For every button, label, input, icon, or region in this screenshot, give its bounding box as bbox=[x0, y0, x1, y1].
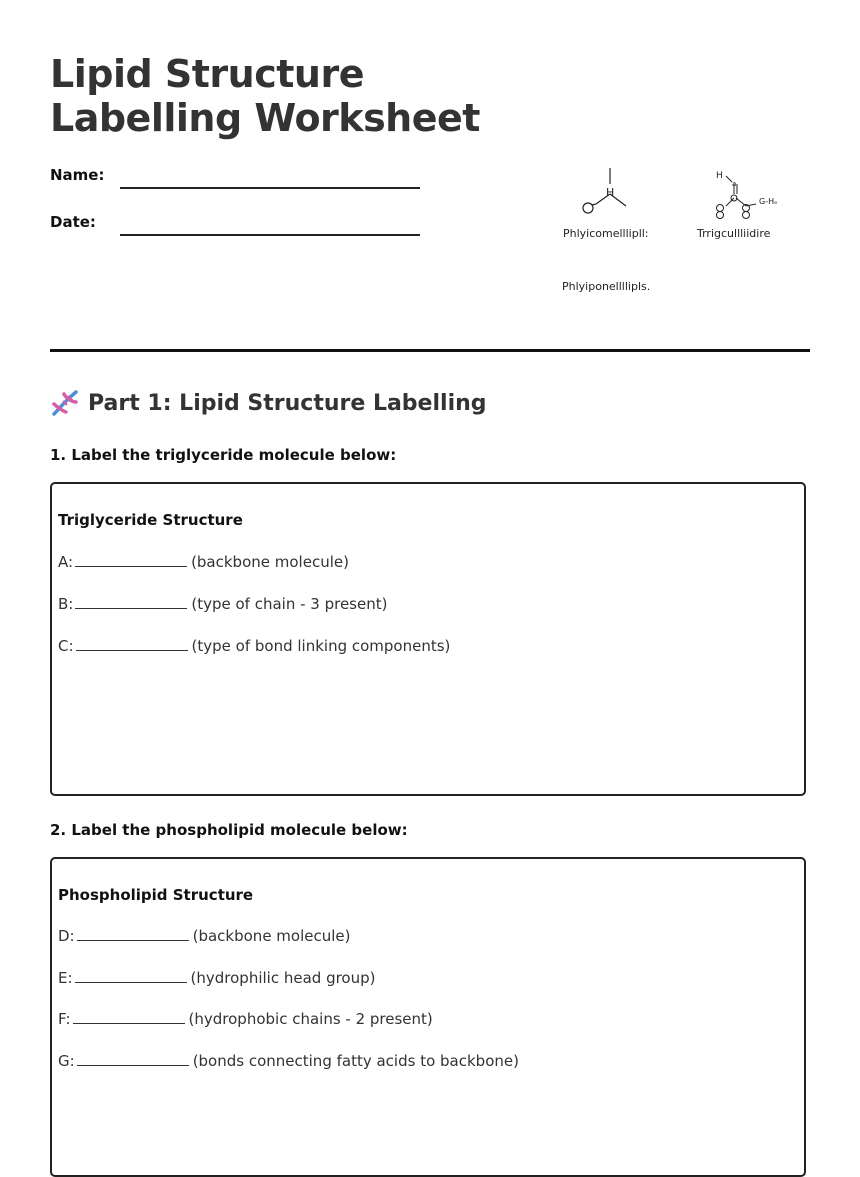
label-d-hint: (backbone molecule) bbox=[192, 927, 351, 945]
phospholipid-box-title: Phospholipid Structure bbox=[58, 886, 254, 904]
triglyceride-box bbox=[50, 482, 806, 796]
label-c-letter: C: bbox=[58, 637, 74, 655]
label-f-blank[interactable] bbox=[73, 1011, 185, 1024]
atom-ch-label: G-Hₑ bbox=[759, 197, 778, 206]
header-divider bbox=[50, 349, 810, 352]
label-e-blank[interactable] bbox=[75, 970, 187, 983]
atom-h-small-label: H bbox=[716, 171, 723, 181]
dna-icon bbox=[50, 388, 80, 418]
name-label: Name: bbox=[50, 166, 105, 184]
question-1-prompt: 1. Label the triglyceride molecule below: bbox=[50, 446, 397, 464]
label-b-letter: B: bbox=[58, 595, 74, 613]
question-2-prompt: 2. Label the phospholipid molecule below: bbox=[50, 821, 408, 839]
label-e-letter: E: bbox=[58, 969, 73, 987]
label-b-hint: (type of chain - 3 present) bbox=[191, 595, 388, 613]
molecule-diagrams bbox=[540, 160, 820, 300]
molecule-caption-3: Phlyiponellllipls. bbox=[562, 280, 651, 293]
label-a-letter: A: bbox=[58, 553, 74, 571]
phospholipid-sketch bbox=[583, 168, 626, 213]
label-g-letter: G: bbox=[58, 1052, 75, 1070]
label-a-blank[interactable] bbox=[75, 554, 187, 567]
label-a-row[interactable] bbox=[58, 553, 349, 571]
name-input-line[interactable] bbox=[120, 187, 420, 189]
label-d-row[interactable] bbox=[58, 927, 351, 945]
molecule-caption-2: Trrigcullliidire bbox=[697, 227, 771, 240]
part1-heading bbox=[50, 388, 487, 418]
label-c-hint: (type of bond linking components) bbox=[191, 637, 451, 655]
label-d-letter: D: bbox=[58, 927, 75, 945]
label-g-hint: (bonds connecting fatty acids to backbone) bbox=[192, 1052, 519, 1070]
label-b-blank[interactable] bbox=[75, 596, 187, 609]
atom-a-label: a bbox=[732, 180, 737, 188]
label-f-letter: F: bbox=[58, 1010, 71, 1028]
phospholipid-box bbox=[50, 857, 806, 1177]
label-f-hint: (hydrophobic chains - 2 present) bbox=[188, 1010, 433, 1028]
date-label: Date: bbox=[50, 213, 96, 231]
triglyceride-box-title: Triglyceride Structure bbox=[58, 511, 243, 529]
label-c-row[interactable] bbox=[58, 637, 450, 655]
part1-heading-text: Part 1: Lipid Structure Labelling bbox=[88, 390, 487, 416]
label-g-row[interactable] bbox=[58, 1052, 519, 1070]
label-a-hint: (backbone molecule) bbox=[191, 553, 349, 571]
label-e-hint: (hydrophilic head group) bbox=[190, 969, 376, 987]
label-f-row[interactable] bbox=[58, 1010, 433, 1028]
label-e-row[interactable] bbox=[58, 969, 375, 987]
label-d-blank[interactable] bbox=[77, 928, 189, 941]
worksheet-title: Lipid Structure Labelling Worksheet bbox=[50, 52, 480, 140]
date-input-line[interactable] bbox=[120, 234, 420, 236]
atom-h-label: H bbox=[606, 186, 615, 199]
label-c-blank[interactable] bbox=[76, 638, 188, 651]
label-g-blank[interactable] bbox=[77, 1053, 189, 1066]
label-b-row[interactable] bbox=[58, 595, 387, 613]
molecule-caption-1: Phlyicomelllipll: bbox=[563, 227, 649, 240]
